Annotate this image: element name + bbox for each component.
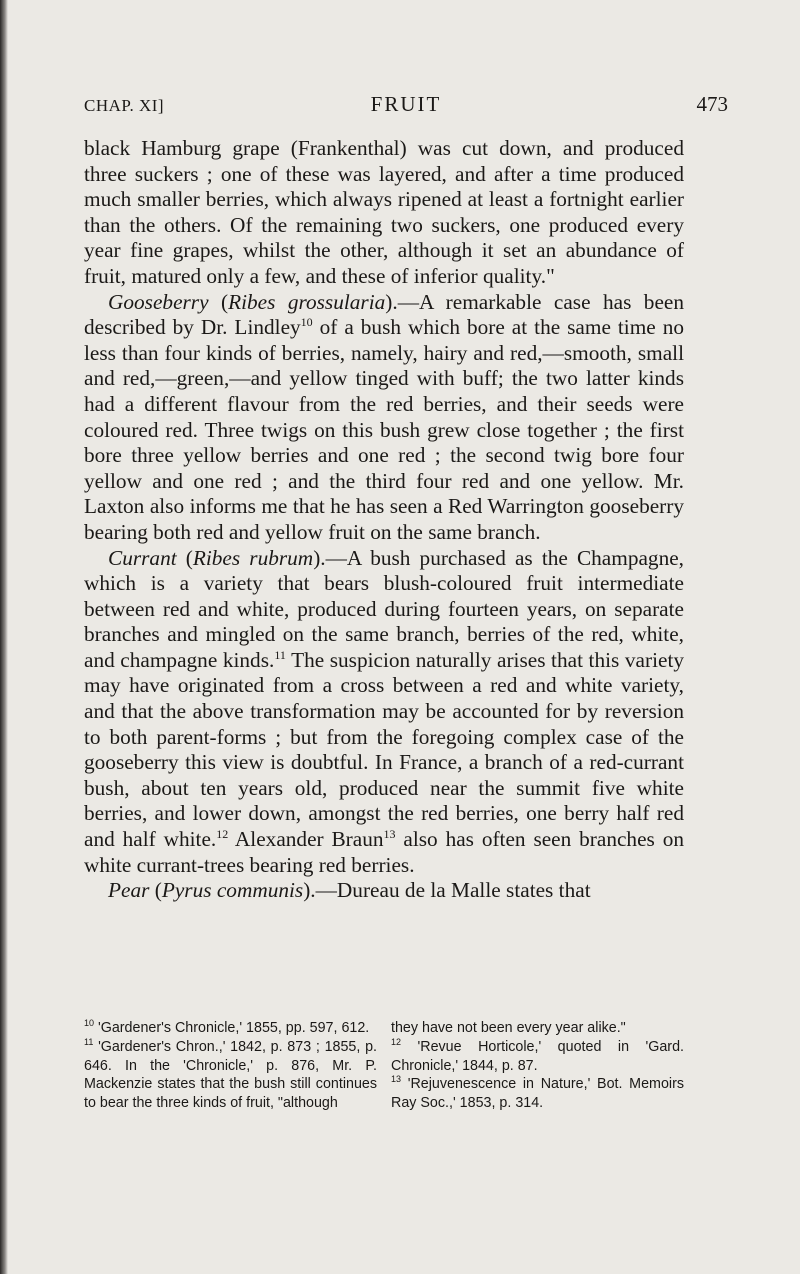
chapter-label: CHAP. XI] xyxy=(84,96,165,115)
paragraph xyxy=(84,290,684,546)
paragraph xyxy=(84,878,684,904)
footnote-number: 10 xyxy=(84,1018,95,1029)
text-run: black Hamburg grape (Frankenthal) was cut down, and produced three suckers ; one of these was layered, and after a time produced much smaller berries, which always ripened at least a fortnight earlier than the others. Of the remaining two suckers, one produced every year fine grapes, whilst the other, although it set an abundance of fruit, matured only a few, and these of inferior quality." xyxy=(84,136,684,288)
text-run: ).—A bush purchased as the Champagne, which is a variety that bears blush-coloured fruit intermediate between red and white, produced during fourteen years, on separate branches and mingled on the same branch, berries of the red, white, and champagne kinds. xyxy=(84,545,684,672)
italic-term: Pyrus communis xyxy=(161,878,304,903)
text-run: ( xyxy=(176,545,193,570)
footnote-ref: 12 xyxy=(216,826,229,841)
italic-term: Ribes rubrum xyxy=(192,545,314,570)
text-run: Alexander Braun xyxy=(228,827,384,852)
footnote-text: 'Rejuvenescence in Nature,' Bot. Memoirs Ray Soc.,' 1853, p. 314. xyxy=(391,1076,684,1112)
running-header xyxy=(84,92,728,122)
running-title: FRUIT xyxy=(370,92,442,116)
footnote-column-right xyxy=(391,1019,684,1113)
footnote xyxy=(391,1038,684,1076)
text-run: ( xyxy=(149,878,162,903)
paragraph xyxy=(84,546,684,879)
text-run: ).—Dureau de la Malle states that xyxy=(303,878,591,903)
text-run: The suspicion naturally arises that this variety may have originated from a cross between a red and white variety, and that the above transformation may be accounted for by reversion to both parent-forms ; but from the foregoing complex case of the gooseberry this view is doubtful. In France, a branch of a red-currant bush, about ten years old, produced near the summit five white berries, and lower down, amongst the red berries, one berry half red and half white. xyxy=(84,647,685,852)
italic-term: Currant xyxy=(108,545,177,570)
footnote-text: they have not been every year alike." xyxy=(391,1020,626,1036)
footnote-ref: 13 xyxy=(383,826,396,841)
text-run: ( xyxy=(208,289,229,314)
page-number: 473 xyxy=(696,92,728,116)
text-run: ).—A remarkable case has been described by Dr. Lindley xyxy=(84,289,685,340)
footnote xyxy=(84,1038,377,1113)
footnote-ref: 11 xyxy=(274,647,286,662)
footnote-text: 'Gardener's Chron.,' 1842, p. 873 ; 1855, p. 646. In the 'Chronicle,' p. 876, Mr. P. Mackenzie states that the bush still continues to bear the three kinds of fruit, "although xyxy=(84,1038,377,1112)
italic-term: Pear xyxy=(108,878,150,903)
book-spine-shadow xyxy=(0,0,8,1274)
footnote-column-left xyxy=(84,1019,377,1113)
footnote-number: 11 xyxy=(84,1037,94,1048)
italic-term: Ribes grossularia xyxy=(228,289,386,314)
footnote-number: 13 xyxy=(391,1074,402,1085)
footnote xyxy=(391,1019,684,1038)
italic-term: Gooseberry xyxy=(108,289,209,314)
body-text xyxy=(84,136,684,904)
footnote-number: 12 xyxy=(391,1037,402,1048)
footnotes xyxy=(84,1019,684,1113)
footnote-ref: 10 xyxy=(300,315,313,330)
footnote-text: 'Revue Horticole,' quoted in 'Gard. Chronicle,' 1844, p. 87. xyxy=(391,1038,684,1074)
paragraph xyxy=(84,136,684,290)
text-run: also has often seen branches on white currant-trees bearing red berries. xyxy=(84,827,684,877)
text-run: of a bush which bore at the same time no less than four kinds of berries, namely, hairy and red,—smooth, small and red,—green,—and yellow tinged with buff; the two latter kinds had a different flavour from the red berries, and their seeds were coloured red. Three twigs on this bush grew close together ; the first bore three yellow berries and one red ; the second twig bore four yellow and one red ; and the third four red and one yellow. Mr. Laxton also informs me that he has seen a Red Warrington gooseberry bearing both red and yellow fruit on the same branch. xyxy=(84,315,684,544)
footnote xyxy=(391,1075,684,1113)
footnote-text: 'Gardener's Chronicle,' 1855, pp. 597, 612. xyxy=(98,1020,370,1036)
footnote xyxy=(84,1019,377,1038)
